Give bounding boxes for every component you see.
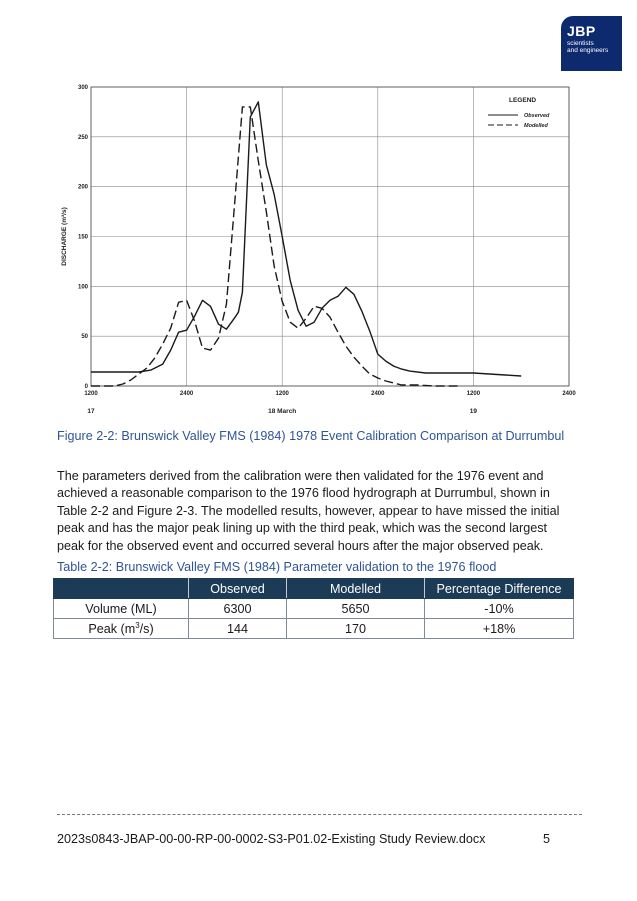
paragraph-line: Table 2-2 and Figure 2-3. The modelled results, however, appear to have missed the initial [57,503,560,518]
y-tick-label: 0 [84,384,88,390]
day-label: 19 [469,408,478,415]
difference-value: -10% [425,599,574,619]
paragraph-line: peak and has the major peak lining up with the third peak, which was the second largest [57,521,548,536]
hydrograph-chart [52,78,582,423]
modelled-value: 5650 [287,599,425,619]
paragraph-line: peak for the observed event and occurred several hours after the major observed peak. [57,538,544,553]
y-tick-label: 50 [81,334,88,341]
table-header-difference: Percentage Difference [425,579,574,599]
table-header-blank [54,579,189,599]
x-tick-label: 1200 [466,391,481,397]
logo-tagline-1: scientists [567,40,594,47]
observed-value: 6300 [189,599,287,619]
y-tick-label: 150 [77,234,88,241]
x-tick-label: 1200 [275,391,289,397]
modelled-series-line [91,107,458,386]
table-header-row [54,579,574,599]
logo-brand: JBP [567,23,596,39]
validation-table [53,578,574,639]
paragraph-line: achieved a reasonable comparison to the 1976 flood hydrograph at Durrumbul, shown in [57,486,550,501]
difference-value: +18% [425,619,574,639]
table-header-modelled: Modelled [287,579,425,599]
table-header-observed: Observed [189,579,287,599]
footer-document-name: 2023s0843-JBAP-00-00-RP-00-0002-S3-P01.02-Existing Study Review.docx [57,832,486,846]
row-label-tail: /s) [139,622,154,637]
row-label-text: Peak (m [88,622,136,637]
table-row [54,619,574,639]
x-tick-label: 2400 [371,391,385,397]
observed-value: 144 [189,619,287,639]
x-tick-label: 1200 [84,391,98,397]
table-row [54,599,574,619]
hydrograph-svg [52,78,582,423]
logo-tagline-2: and engineers [567,47,609,54]
row-label [54,619,189,639]
x-tick-label: 2400 [562,391,576,397]
row-label: Volume (ML) [54,599,189,619]
y-axis-title: DISCHARGE (m³/s) [61,207,68,266]
footer-divider [57,814,582,815]
figure-caption: Figure 2-2: Brunswick Valley FMS (1984) 1978 Event Calibration Comparison at Durrumbul [57,429,565,443]
x-axis-title: 18 March [268,408,297,415]
day-label: 17 [87,408,95,415]
y-tick-label: 250 [77,134,88,141]
legend-label: Modelled [524,123,548,129]
y-tick-label: 300 [77,85,88,91]
paragraph-line: The parameters derived from the calibration were then validated for the 1976 event and [57,469,544,483]
observed-series-line [91,102,521,376]
row-label-superscript: 3 [135,620,140,630]
jbp-logo [561,16,622,71]
modelled-value: 170 [287,619,425,639]
legend-label: Observed [524,113,550,119]
body-paragraph [57,468,587,555]
x-tick-label: 2400 [179,391,194,397]
y-tick-label: 100 [77,284,88,291]
table-caption: Table 2-2: Brunswick Valley FMS (1984) Parameter validation to the 1976 flood [57,560,497,574]
page-number: 5 [543,832,551,846]
y-tick-label: 200 [77,184,88,191]
legend-title: LEGEND [509,97,537,104]
